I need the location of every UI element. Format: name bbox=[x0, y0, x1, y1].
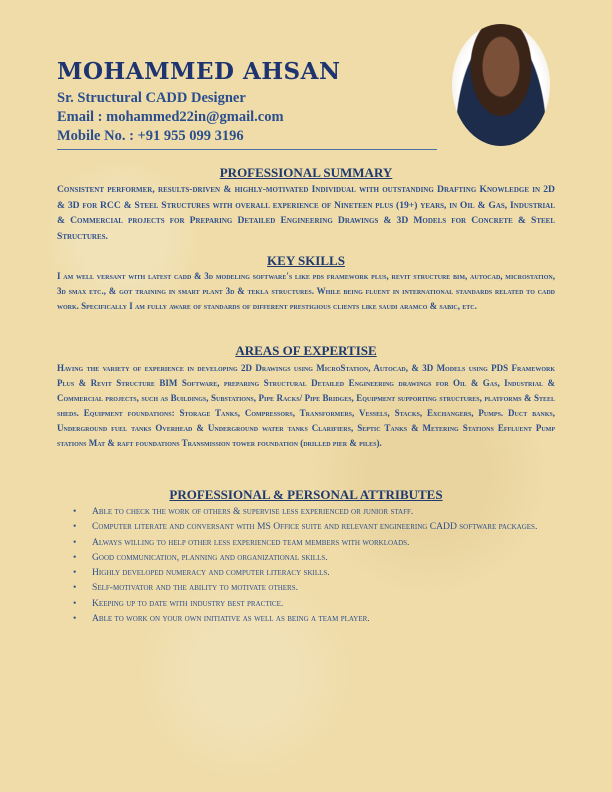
skills-text: I am well versant with latest cadd & 3d modeling software's like pds framework plus, revit structure bim, autocad, microstation, 3d smax etc., & got training in smart plant 3d & tekla structures. While being fluent in international standards related to cadd work. Specifically I am fully aware of standards of different prestigious clients like saudi aramco & sabic, etc. bbox=[57, 271, 555, 311]
list-item: • Keeping up to date with industry best practice. bbox=[92, 596, 592, 611]
mobile-number: Mobile No. : +91 955 099 3196 bbox=[57, 128, 244, 144]
bullet-icon: • bbox=[73, 567, 77, 579]
bullet-icon: • bbox=[73, 536, 77, 548]
attributes-heading: PROFESSIONAL & PERSONAL ATTRIBUTES bbox=[169, 487, 443, 502]
summary-text: Consistent performer, results-driven & highly-motivated Individual with outstanding Drafting Knowledge in 2D & 3D for RCC & Steel Structures with overall experience of Nineteen plus (19+) years, in Oil & Gas, Industrial & Commercial projects for Preparing Detailed Engineering Drawings & 3D Models for Concrete & Steel Structures. bbox=[57, 184, 555, 242]
bullet-icon: • bbox=[73, 613, 77, 625]
list-item: • Good communication, planning and organizational skills. bbox=[92, 550, 592, 565]
candidate-name: MOHAMMED AHSAN bbox=[57, 58, 341, 85]
list-item: • Able to check the work of others & supervise less experienced or junior staff. bbox=[92, 504, 592, 519]
skills-heading: KEY SKILLS bbox=[267, 253, 345, 268]
email: Email : mohammed22in@gmail.com bbox=[57, 109, 284, 125]
job-title: Sr. Structural CADD Designer bbox=[57, 90, 246, 106]
list-item: • Self-motivator and the ability to motivate others. bbox=[92, 580, 592, 595]
expertise-text: Having the variety of experience in developing 2D Drawings using MicroStation, Autocad, & 3D Models using PDS Framework Plus & Revit Structure BIM Software, preparing Structural Detailed Engineering drawings for Oil & Gas, Industrial & Commercial projects, such as Buildings, Substations, Pipe Racks/ Pipe Bridges, Equipment supporting structures, platforms & Steel sheds. Equipment foundations: Storage Tanks, Compressors, Transformers, Vessels, Stacks, Exchangers, Pumps. Duct banks, Underground fuel tanks Overhead & Underground water tanks Clarifiers, Septic Tanks & Metering Stations Effluent Pump stations Mat & raft foundations Transmission tower foundation (drilled pier & piles). bbox=[57, 363, 555, 448]
header-divider bbox=[57, 149, 437, 150]
expertise-heading: AREAS OF EXPERTISE bbox=[235, 343, 377, 358]
attributes-list bbox=[57, 504, 592, 626]
list-item: • Always willing to help other less experienced team members with workloads. bbox=[92, 535, 592, 550]
profile-photo bbox=[452, 24, 550, 146]
bullet-icon: • bbox=[73, 597, 77, 609]
bullet-icon: • bbox=[73, 551, 77, 563]
list-item: • Able to work on your own initiative as well as being a team player. bbox=[92, 611, 592, 626]
list-item: • Highly developed numeracy and computer literacy skills. bbox=[92, 565, 592, 580]
list-item: • Computer literate and conversant with MS Office suite and relevant engineering CADD software packages. bbox=[92, 519, 592, 534]
bullet-icon: • bbox=[73, 506, 77, 517]
summary-heading: PROFESSIONAL SUMMARY bbox=[219, 165, 393, 180]
bullet-icon: • bbox=[73, 582, 77, 594]
bullet-icon: • bbox=[73, 521, 77, 533]
